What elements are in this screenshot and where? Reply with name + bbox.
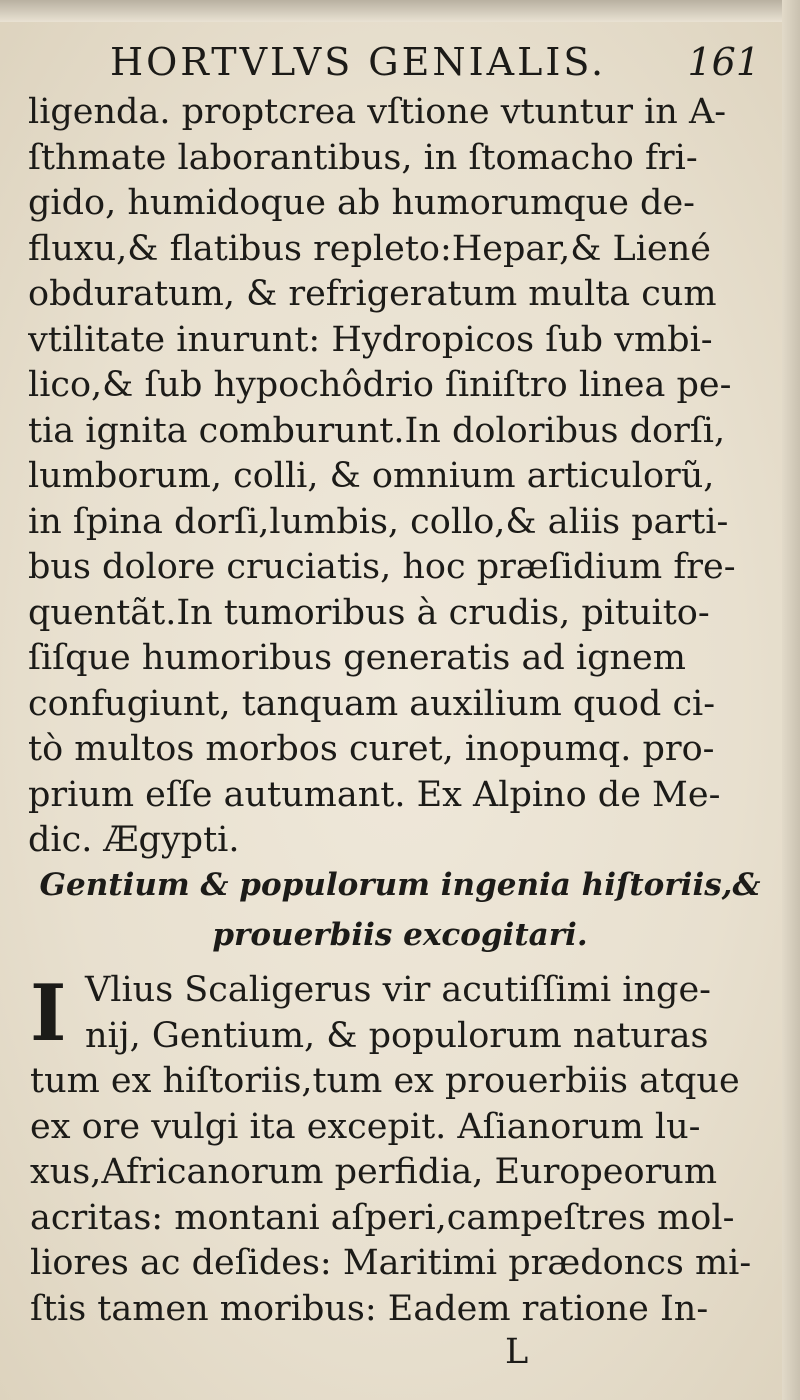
paragraph-1 bbox=[28, 90, 763, 864]
text-line: confugiunt, tanquam auxilium quod ci- bbox=[28, 683, 716, 724]
text-line: ſthmate laborantibus, in ſtomacho fri- bbox=[28, 137, 698, 178]
text-line: ligenda. proptcrea vſtione vtuntur in A- bbox=[28, 92, 727, 132]
paragraph-2 bbox=[30, 968, 765, 1332]
page-top-shadow bbox=[0, 0, 800, 22]
text-line: dic. Ægypti. bbox=[28, 820, 240, 860]
text-line: tum ex hiſtoriis,tum ex prouerbiis atque bbox=[30, 1061, 740, 1101]
text-line: fluxu,& flatibus repleto:Hepar,& Liené bbox=[28, 228, 711, 269]
text-line: xus,Africanorum perfidia, Europeorum bbox=[30, 1152, 718, 1192]
text-line: acritas: montani aſperi,campeſtres mol- bbox=[30, 1197, 735, 1238]
text-line: gido, humidoque ab humorumque de- bbox=[28, 183, 695, 223]
text-line: ſtis tamen moribus: Eadem ratione In- bbox=[30, 1288, 709, 1329]
heading-line: prouerbiis excogitari. bbox=[212, 917, 588, 953]
text-line: bus dolore cruciatis, hoc præſidium fre- bbox=[28, 547, 736, 587]
text-line: lico,& ſub hypochôdrio ſiniſtro linea pe- bbox=[28, 365, 732, 405]
heading-line: Gentium & populorum ingenia hiſtoriis,& bbox=[39, 867, 761, 903]
text-line: nij, Gentium, & populorum naturas bbox=[85, 1015, 709, 1056]
page-right-edge bbox=[782, 0, 800, 1400]
text-line: vtilitate inurunt: Hydropicos ſub vmbi- bbox=[28, 319, 713, 360]
text-line: tia ignita comburunt.In doloribus dorſi, bbox=[28, 410, 726, 451]
text-line: lumborum, colli, & omnium articulorũ, bbox=[28, 456, 715, 496]
text-line: obduratum, & refrigeratum multa cum bbox=[28, 274, 717, 314]
page-number: 161 bbox=[687, 40, 760, 84]
text-line: tò multos morbos curet, inopumq. pro- bbox=[28, 729, 715, 769]
signature-mark: L bbox=[505, 1332, 531, 1372]
text-line: liores ac deſides: Maritimi prædoncs mi- bbox=[30, 1243, 752, 1283]
text-line: quentãt.In tumoribus à crudis, pituito- bbox=[28, 592, 710, 633]
text-line: ex ore vulgi ita excepit. Aſianorum lu- bbox=[30, 1106, 701, 1147]
section-heading bbox=[30, 860, 770, 960]
running-title: HORTVLVS GENIALIS. bbox=[110, 40, 607, 84]
text-line: in ſpina dorſi,lumbis, collo,& aliis parti- bbox=[28, 501, 729, 542]
text-line: prium eſſe autumant. Ex Alpino de Me- bbox=[28, 774, 721, 815]
drop-cap: I bbox=[30, 968, 67, 1059]
running-header bbox=[110, 38, 770, 86]
text-line: ſiſque humoribus generatis ad ignem bbox=[28, 638, 686, 678]
text-line: Vlius Scaligerus vir acutiſſimi inge- bbox=[85, 970, 711, 1010]
